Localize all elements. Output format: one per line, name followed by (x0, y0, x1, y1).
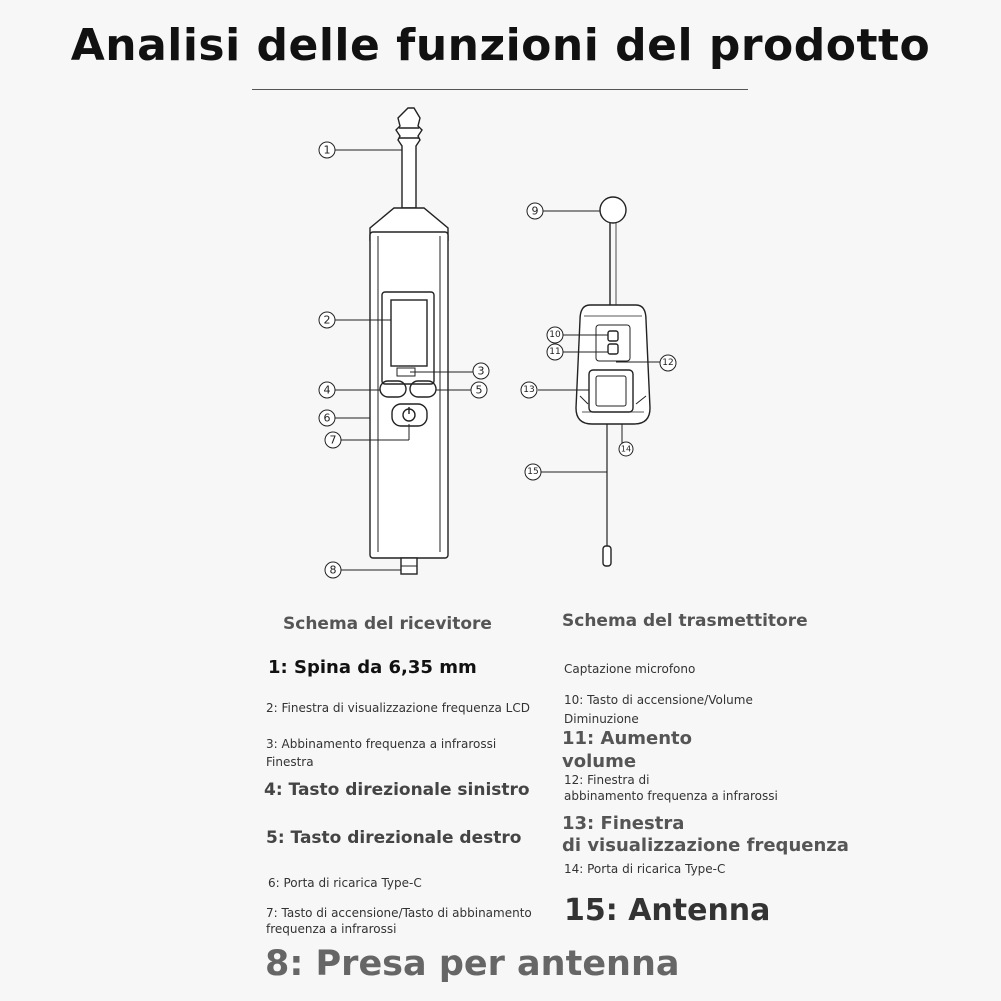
callout-num-3: 3 (477, 364, 485, 378)
receiver-item-7-cont: frequenza a infrarossi (266, 922, 397, 936)
callout-num-7: 7 (329, 433, 337, 447)
callout-num-15: 15 (527, 467, 539, 477)
receiver-item-2: 2: Finestra di visualizzazione frequenza LCD (266, 701, 530, 715)
transmitter-heading: Schema del trasmettitore (562, 611, 808, 631)
transmitter-item-10-cont: Diminuzione (564, 712, 639, 726)
transmitter-illustration (576, 197, 650, 566)
receiver-item-3: 3: Abbinamento frequenza a infrarossi (266, 737, 497, 751)
callout-num-11: 11 (549, 347, 561, 357)
transmitter-item-11-cont: volume (562, 751, 637, 772)
receiver-heading: Schema del ricevitore (283, 614, 492, 634)
callout-num-1: 1 (323, 143, 331, 157)
callout-num-12: 12 (662, 358, 674, 368)
callout-num-14: 14 (620, 444, 632, 454)
receiver-illustration (370, 108, 448, 574)
receiver-item-6: 6: Porta di ricarica Type-C (268, 876, 422, 890)
transmitter-item-13: 13: Finestra (562, 813, 685, 834)
transmitter-item-15: 15: Antenna (564, 893, 771, 928)
receiver-item-1: 1: Spina da 6,35 mm (268, 657, 477, 678)
transmitter-item-12-cont: abbinamento frequenza a infrarossi (564, 789, 778, 803)
receiver-item-3-cont: Finestra (266, 755, 314, 769)
receiver-item-8: 8: Presa per antenna (265, 944, 680, 984)
callout-num-6: 6 (323, 411, 331, 425)
callout-num-2: 2 (323, 313, 331, 327)
callout-num-8: 8 (329, 563, 337, 577)
callout-num-10: 10 (549, 330, 561, 340)
transmitter-item-9: Captazione microfono (564, 662, 696, 676)
callout-num-5: 5 (475, 383, 483, 397)
transmitter-item-13-cont: di visualizzazione frequenza (562, 835, 849, 856)
transmitter-item-10: 10: Tasto di accensione/Volume (564, 693, 753, 707)
callout-num-13: 13 (523, 385, 535, 395)
callout-num-9: 9 (531, 204, 539, 218)
transmitter-item-11: 11: Aumento (562, 728, 693, 749)
transmitter-item-14: 14: Porta di ricarica Type-C (564, 862, 726, 876)
receiver-item-4: 4: Tasto direzionale sinistro (264, 780, 530, 800)
page-title: Analisi delle funzioni del prodotto (70, 20, 931, 71)
callout-num-4: 4 (323, 383, 331, 397)
receiver-item-5: 5: Tasto direzionale destro (266, 828, 522, 848)
receiver-item-7: 7: Tasto di accensione/Tasto di abbinamento (266, 906, 532, 920)
transmitter-item-12: 12: Finestra di (564, 773, 650, 787)
